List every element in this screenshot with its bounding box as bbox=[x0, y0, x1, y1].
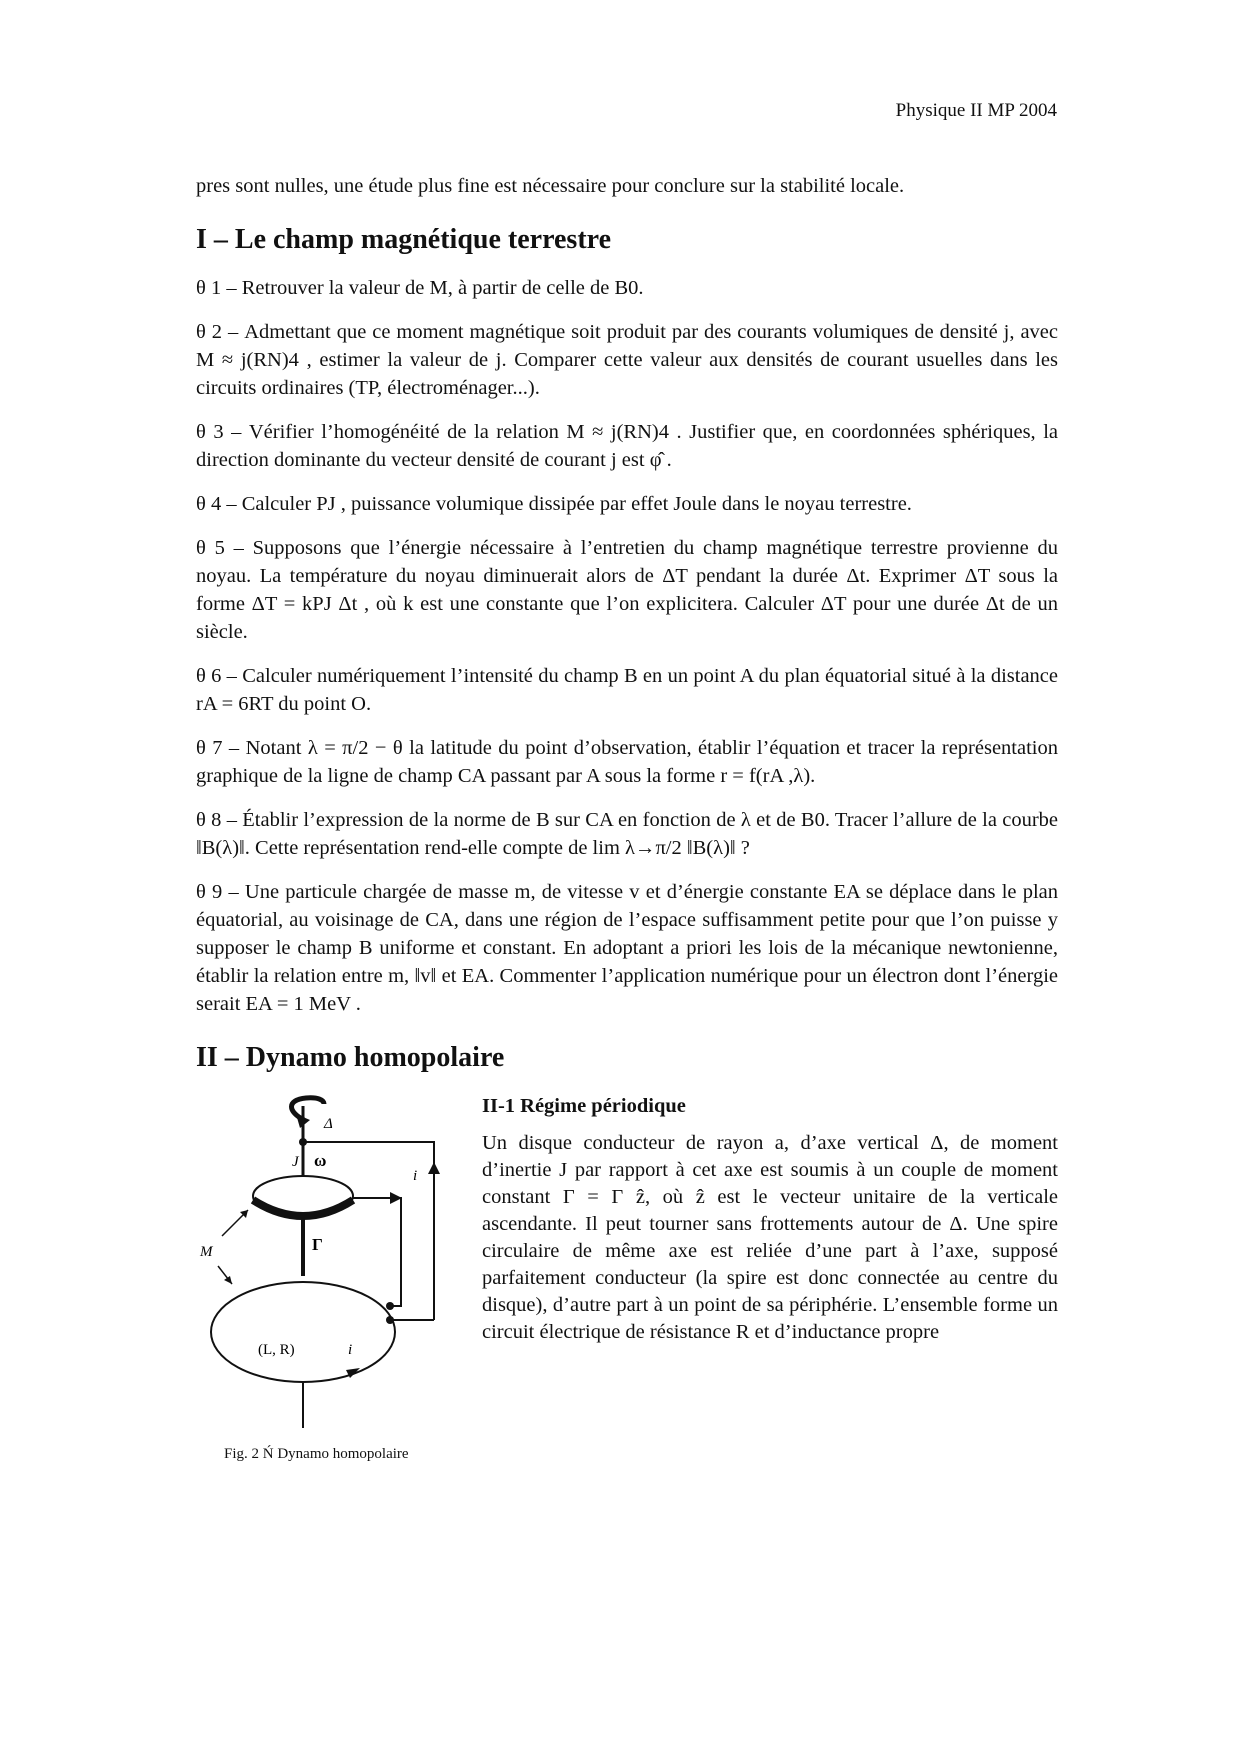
question-6: θ 6 – Calculer numériquement l’intensité du champ B en un point A du plan équatorial situé à la distance rA = 6RT du point O. bbox=[196, 665, 1058, 715]
label-LR: (L, R) bbox=[258, 1342, 295, 1358]
question-8: θ 8 – Établir l’expression de la norme de B sur CA en fonction de λ et de B0. Tracer l’allure de la courbe ‖B(λ)‖. Cette représentation rend-elle compte de lim λ→π/2 ‖B(λ)‖ ? bbox=[196, 809, 1058, 859]
section-2-title: II – Dynamo homopolaire bbox=[196, 1042, 505, 1073]
section-2-layout bbox=[196, 1092, 1058, 1468]
subsection-text bbox=[482, 1092, 1058, 1468]
subsection-paragraph: Un disque conducteur de rayon a, d’axe vertical Δ, de moment d’inertie J par rapport à cet axe est soumis à un couple de moment constant Γ = Γ ẑ, où ẑ est le vecteur unitaire de la verticale ascendante. Il peut tourner sans frottements autour de Δ. Une spire circulaire de même axe est reliée d’une part à l’axe, supposé parfaitement conducteur (la spire est donc connectée au centre du disque), d’autre part à un point de sa périphérie. L’ensemble forme un circuit électrique de résistance R et d’inductance propre bbox=[482, 1132, 1058, 1343]
subsection-title: II-1 Régime périodique bbox=[482, 1095, 686, 1117]
question-1: θ 1 – Retrouver la valeur de M, à partir de celle de B0. bbox=[196, 277, 644, 299]
coil-loop bbox=[211, 1282, 395, 1382]
question-3: θ 3 – Vérifier l’homogénéité de la relation M ≈ j(RN)4 . Justifier que, en coordonnées sphériques, la direction dominante du vecteur densité de courant j est φ̂ . bbox=[196, 421, 1058, 471]
label-delta: Δ bbox=[324, 1116, 333, 1132]
intro-paragraph: pres sont nulles, une étude plus fine est nécessaire pour conclure sur la stabilité locale. bbox=[196, 175, 905, 197]
section-1-title: I – Le champ magnétique terrestre bbox=[196, 224, 611, 255]
label-omega: ω bbox=[314, 1151, 327, 1170]
question-5: θ 5 – Supposons que l’énergie nécessaire à l’entretien du champ magnétique terrestre provienne du noyau. La température du noyau diminuerait alors de ΔT pendant la durée Δt. Exprimer ΔT sous la forme ΔT = kPJ Δt , où k est une constante que l’on explicitera. Calculer ΔT pour une durée Δt de un siècle. bbox=[196, 537, 1058, 643]
question-2: θ 2 – Admettant que ce moment magnétique soit produit par des courants volumiques de densité j, avec M ≈ j(RN)4 , estimer la valeur de j. Comparer cette valeur aux densités de courant usuelles dans les circuits ordinaires (TP, électroménager...). bbox=[196, 321, 1058, 399]
document-body bbox=[196, 172, 1058, 1468]
label-i-top: i bbox=[413, 1168, 418, 1184]
label-gamma: Γ bbox=[312, 1235, 323, 1254]
page-header: Physique II MP 2004 bbox=[895, 100, 1057, 121]
label-i-bottom: i bbox=[348, 1342, 353, 1358]
figure-caption: Fig. 2 Ń Dynamo homopolaire bbox=[224, 1446, 409, 1462]
brush-node bbox=[386, 1302, 394, 1310]
label-M: M bbox=[200, 1244, 213, 1260]
m-arrowhead-down bbox=[224, 1276, 232, 1284]
wire-brush bbox=[353, 1198, 401, 1306]
question-9: θ 9 – Une particule chargée de masse m, de vitesse v et d’énergie constante EA se déplace dans le plan équatorial, au voisinage de CA, dans une région de l’espace suffisamment petite pour que l’on puisse y supposer le champ B uniforme et constant. En adoptant a priori les lois de la mécanique newtonienne, établir la relation entre m, ‖v‖ et EA. Commenter l’application numérique pour un électron dont l’énergie serait EA = 1 MeV . bbox=[196, 881, 1058, 1015]
arrow-up bbox=[428, 1162, 440, 1174]
figure-dynamo bbox=[196, 1092, 458, 1468]
dynamo-diagram bbox=[196, 1092, 458, 1432]
question-7: θ 7 – Notant λ = π/2 − θ la latitude du point d’observation, établir l’équation et tracer la représentation graphique de la ligne de champ CA passant par A sous la forme r = f(rA ,λ). bbox=[196, 737, 1058, 787]
rotation-arrow bbox=[292, 1098, 325, 1120]
question-4: θ 4 – Calculer PJ , puissance volumique dissipée par effet Joule dans le noyau terrestre. bbox=[196, 493, 912, 515]
label-J: J bbox=[292, 1154, 299, 1170]
